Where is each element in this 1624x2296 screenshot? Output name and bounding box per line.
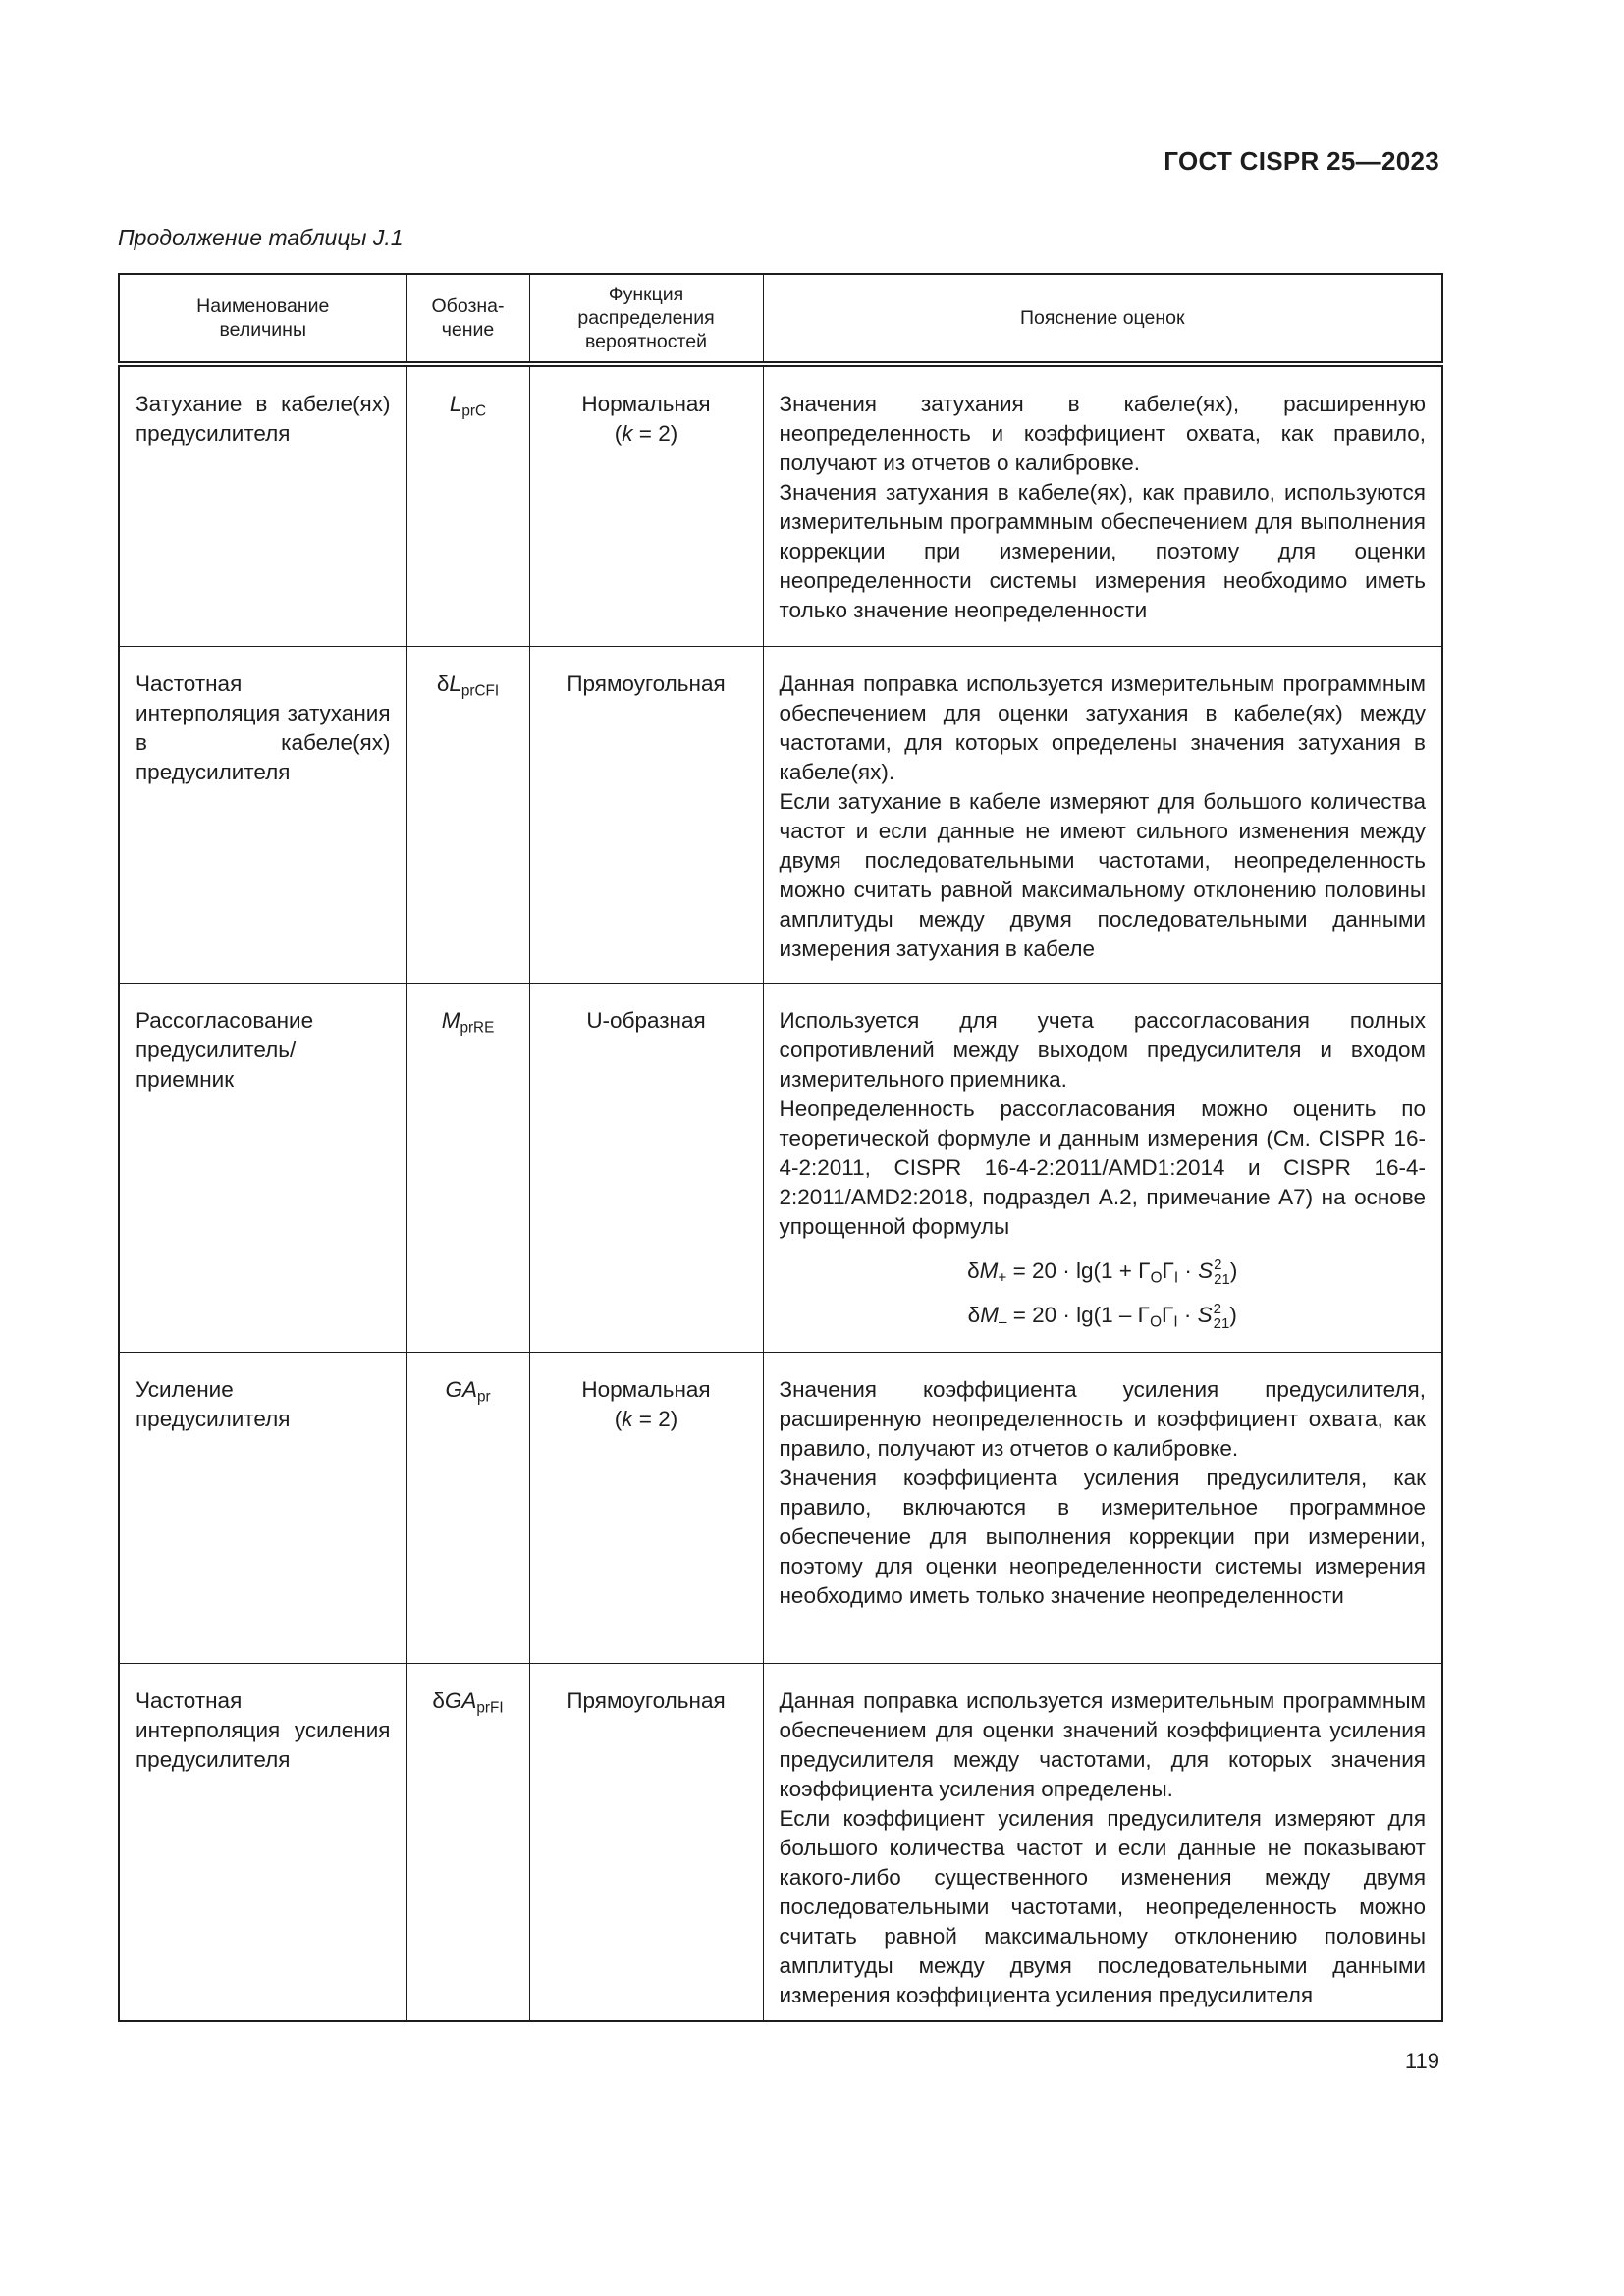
quantity-name: Рассогласование предусилитель/приемник xyxy=(135,1007,314,1092)
explanation-paragraph: Неопределенность рассогласования можно оценить по теоретической формуле и данным измерения (См. CISPR 16-4-2:2011, CISPR 16-4-2:2011/AMD1:2014 и CISPR 16-4-2:2011/AMD2:2018, подраздел А.2, примечание А7) на основе упрощенной формулы xyxy=(779,1095,1426,1239)
formula-close: ) xyxy=(1229,1302,1237,1327)
formula-delta-m-minus xyxy=(780,1293,1427,1337)
symbol xyxy=(432,1687,504,1716)
explanation-cell xyxy=(763,364,1442,646)
explanation-paragraph: Данная поправка используется измерительным программным обеспечением для оценки затухания в кабеле(ях) между частотами, для которых определены значения затухания в кабеле(ях). xyxy=(779,670,1426,784)
table-row xyxy=(119,1352,1442,1663)
symbol-main: L xyxy=(449,392,462,416)
symbol-prefix: δ xyxy=(432,1687,445,1713)
formula-delta-m-plus xyxy=(780,1249,1427,1293)
symbol-cell xyxy=(406,646,529,983)
distribution-name: U-образная xyxy=(586,1007,706,1033)
symbol-subscript: prCFI xyxy=(460,681,500,699)
explanation-paragraph: Значения затухания в кабеле(ях), как правило, используются измерительным программным обеспечением для выполнения коррекции при измерении, поэтому для оценки неопределенности системы измерения необходимо иметь только значение неопределенности xyxy=(779,480,1426,622)
symbol-subscript: prRE xyxy=(460,1018,495,1036)
formula-delta: δ xyxy=(967,1257,980,1283)
standard-header: ГОСТ CISPR 25—2023 xyxy=(1164,146,1439,176)
column-header-label: Обозначение xyxy=(431,295,505,341)
distribution-cell xyxy=(529,364,763,646)
quantity-name: Частотная интерполяция усиления предусилителя xyxy=(135,1687,391,1772)
quantity-name-cell xyxy=(119,364,406,646)
formula-close: ) xyxy=(1229,1257,1238,1283)
formula-s-indices xyxy=(1214,1257,1230,1287)
formula-s-sup: 2 xyxy=(1213,1300,1221,1317)
symbol-prefix: δ xyxy=(436,670,450,696)
param-rest: = 2) xyxy=(632,1406,678,1431)
distribution-cell xyxy=(529,1663,763,2021)
explanation-paragraph: Значения коэффициента усиления предусилителя, расширенную неопределенность и коэффициент охвата, как правило, получают из отчетов о калибровке. xyxy=(779,1376,1426,1461)
distribution-name: Нормальная xyxy=(581,392,711,416)
formula-dot: · xyxy=(1177,1302,1198,1327)
param-var: k xyxy=(622,1406,633,1431)
formula-expr: = 20 · lg(1 – Γ xyxy=(1006,1302,1151,1327)
formula-gamma: Γ xyxy=(1162,1257,1174,1283)
explanation-cell xyxy=(763,1663,1442,2021)
quantity-name-cell xyxy=(119,646,406,983)
symbol-main: L xyxy=(449,670,461,696)
explanation-cell xyxy=(763,1352,1442,1663)
column-header-label: Наименование величины xyxy=(196,295,330,341)
formula-sign: + xyxy=(998,1268,1007,1286)
explanation-paragraph: Если коэффициент усиления предусилителя измеряют для большого количества частот и если данные не показывают какого-либо существенного изменения между двумя последовательными частотами, неопределенность можно считать равной максимальному отклонению половины амплитуды между двумя последовательными данными измерения коэффициента усиления предусилителя xyxy=(779,1805,1426,2007)
formula-s-sub: 21 xyxy=(1214,1270,1230,1288)
symbol xyxy=(449,392,487,420)
explanation-cell xyxy=(763,646,1442,983)
table-header-row xyxy=(119,274,1442,364)
quantity-name: Затухание в кабеле(ях) предусилителя xyxy=(135,392,391,446)
formula-gamma: Γ xyxy=(1161,1302,1174,1327)
param-rest: = 2) xyxy=(632,421,678,446)
distribution-cell xyxy=(529,983,763,1352)
symbol-subscript: prFI xyxy=(476,1698,504,1716)
formula-var: M xyxy=(979,1257,999,1283)
symbol-subscript: prC xyxy=(461,402,487,420)
formula-gamma-sub-i: I xyxy=(1173,1268,1179,1286)
param-open: ( xyxy=(614,421,623,446)
distribution-name: Прямоугольная xyxy=(567,1687,726,1713)
symbol-main: GA xyxy=(445,1376,477,1402)
table-caption: Продолжение таблицы J.1 xyxy=(118,225,404,250)
table-row xyxy=(119,646,1442,983)
formula-dot: · xyxy=(1178,1257,1199,1283)
column-header-quantity xyxy=(119,274,406,364)
formula-s: S xyxy=(1198,1257,1214,1283)
table-row xyxy=(119,1663,1442,2021)
symbol-subscript: pr xyxy=(476,1387,491,1405)
formula-s: S xyxy=(1197,1302,1213,1327)
distribution-parameter xyxy=(536,1405,757,1434)
table-head xyxy=(119,274,1442,364)
distribution-cell xyxy=(529,646,763,983)
explanation-paragraph: Данная поправка используется измерительным программным обеспечением для оценки значений коэффициента усиления предусилителя между частотами, для которых значения коэффициента усиления определены. xyxy=(779,1687,1426,1801)
explanation-cell xyxy=(763,983,1442,1352)
distribution-name: Нормальная xyxy=(581,1376,711,1402)
table-row xyxy=(119,983,1442,1352)
quantity-name-cell xyxy=(119,983,406,1352)
explanation-paragraph: Значения затухания в кабеле(ях), расширенную неопределенность и коэффициент охвата, как правило, получают из отчетов о калибровке. xyxy=(779,392,1426,475)
column-header-label: Функция распределения вероятностей xyxy=(577,284,715,352)
column-header-label: Пояснение оценок xyxy=(1020,307,1185,329)
symbol-main: GA xyxy=(444,1687,477,1713)
formula-gamma-sub-i: I xyxy=(1173,1312,1178,1330)
formula-var: M xyxy=(980,1302,999,1327)
table-row xyxy=(119,364,1442,646)
explanation-paragraph: Если затухание в кабеле измеряют для большого количества частот и если данные не имеют сильного изменения между двумя последовательными частотами, неопределенность можно считать равной максимальному отклонению половины амплитуды между двумя последовательными данными измерения затухания в кабеле xyxy=(779,788,1426,961)
symbol-cell xyxy=(406,364,529,646)
distribution-parameter xyxy=(536,419,757,449)
symbol-cell xyxy=(406,1663,529,2021)
page-number: 119 xyxy=(1404,2048,1439,2073)
formula-gamma-sub-o: O xyxy=(1150,1312,1162,1330)
symbol-cell xyxy=(406,1352,529,1663)
column-header-distribution xyxy=(529,274,763,364)
quantity-name: Частотная интерполяция затухания в кабеле(ях) предусилителя xyxy=(135,670,391,784)
symbol xyxy=(436,670,500,699)
param-var: k xyxy=(622,421,633,446)
explanation-paragraph: Значения коэффициента усиления предусилителя, как правило, включаются в измерительное программное обеспечение для выполнения коррекции при измерении, поэтому для оценки неопределенности системы измерения необходимо иметь только значение неопределенности xyxy=(779,1465,1426,1608)
param-open: ( xyxy=(614,1406,623,1431)
formula-s-indices xyxy=(1214,1302,1230,1331)
symbol-cell xyxy=(406,983,529,1352)
column-header-explanation xyxy=(763,274,1442,364)
explanation-paragraph: Используется для учета рассогласования полных сопротивлений между выходом предусилителя и входом измерительного приемника. xyxy=(779,1007,1426,1092)
formula-sign: – xyxy=(998,1312,1007,1330)
uncertainty-table xyxy=(118,273,1443,2022)
distribution-name: Прямоугольная xyxy=(567,670,726,696)
quantity-name-cell xyxy=(119,1352,406,1663)
formula-s-sub: 21 xyxy=(1213,1314,1230,1332)
distribution-cell xyxy=(529,1352,763,1663)
formula-gamma-sub-o: O xyxy=(1150,1268,1163,1286)
column-header-symbol xyxy=(406,274,529,364)
table-body xyxy=(119,364,1442,2021)
symbol xyxy=(445,1376,491,1405)
symbol xyxy=(441,1007,495,1036)
symbol-main: M xyxy=(441,1007,460,1033)
quantity-name: Усиление предусилителя xyxy=(135,1376,291,1431)
quantity-name-cell xyxy=(119,1663,406,2021)
formula-s-sup: 2 xyxy=(1214,1255,1222,1273)
formula-expr: = 20 · lg(1 + Γ xyxy=(1006,1257,1151,1283)
formula-delta: δ xyxy=(967,1302,981,1327)
